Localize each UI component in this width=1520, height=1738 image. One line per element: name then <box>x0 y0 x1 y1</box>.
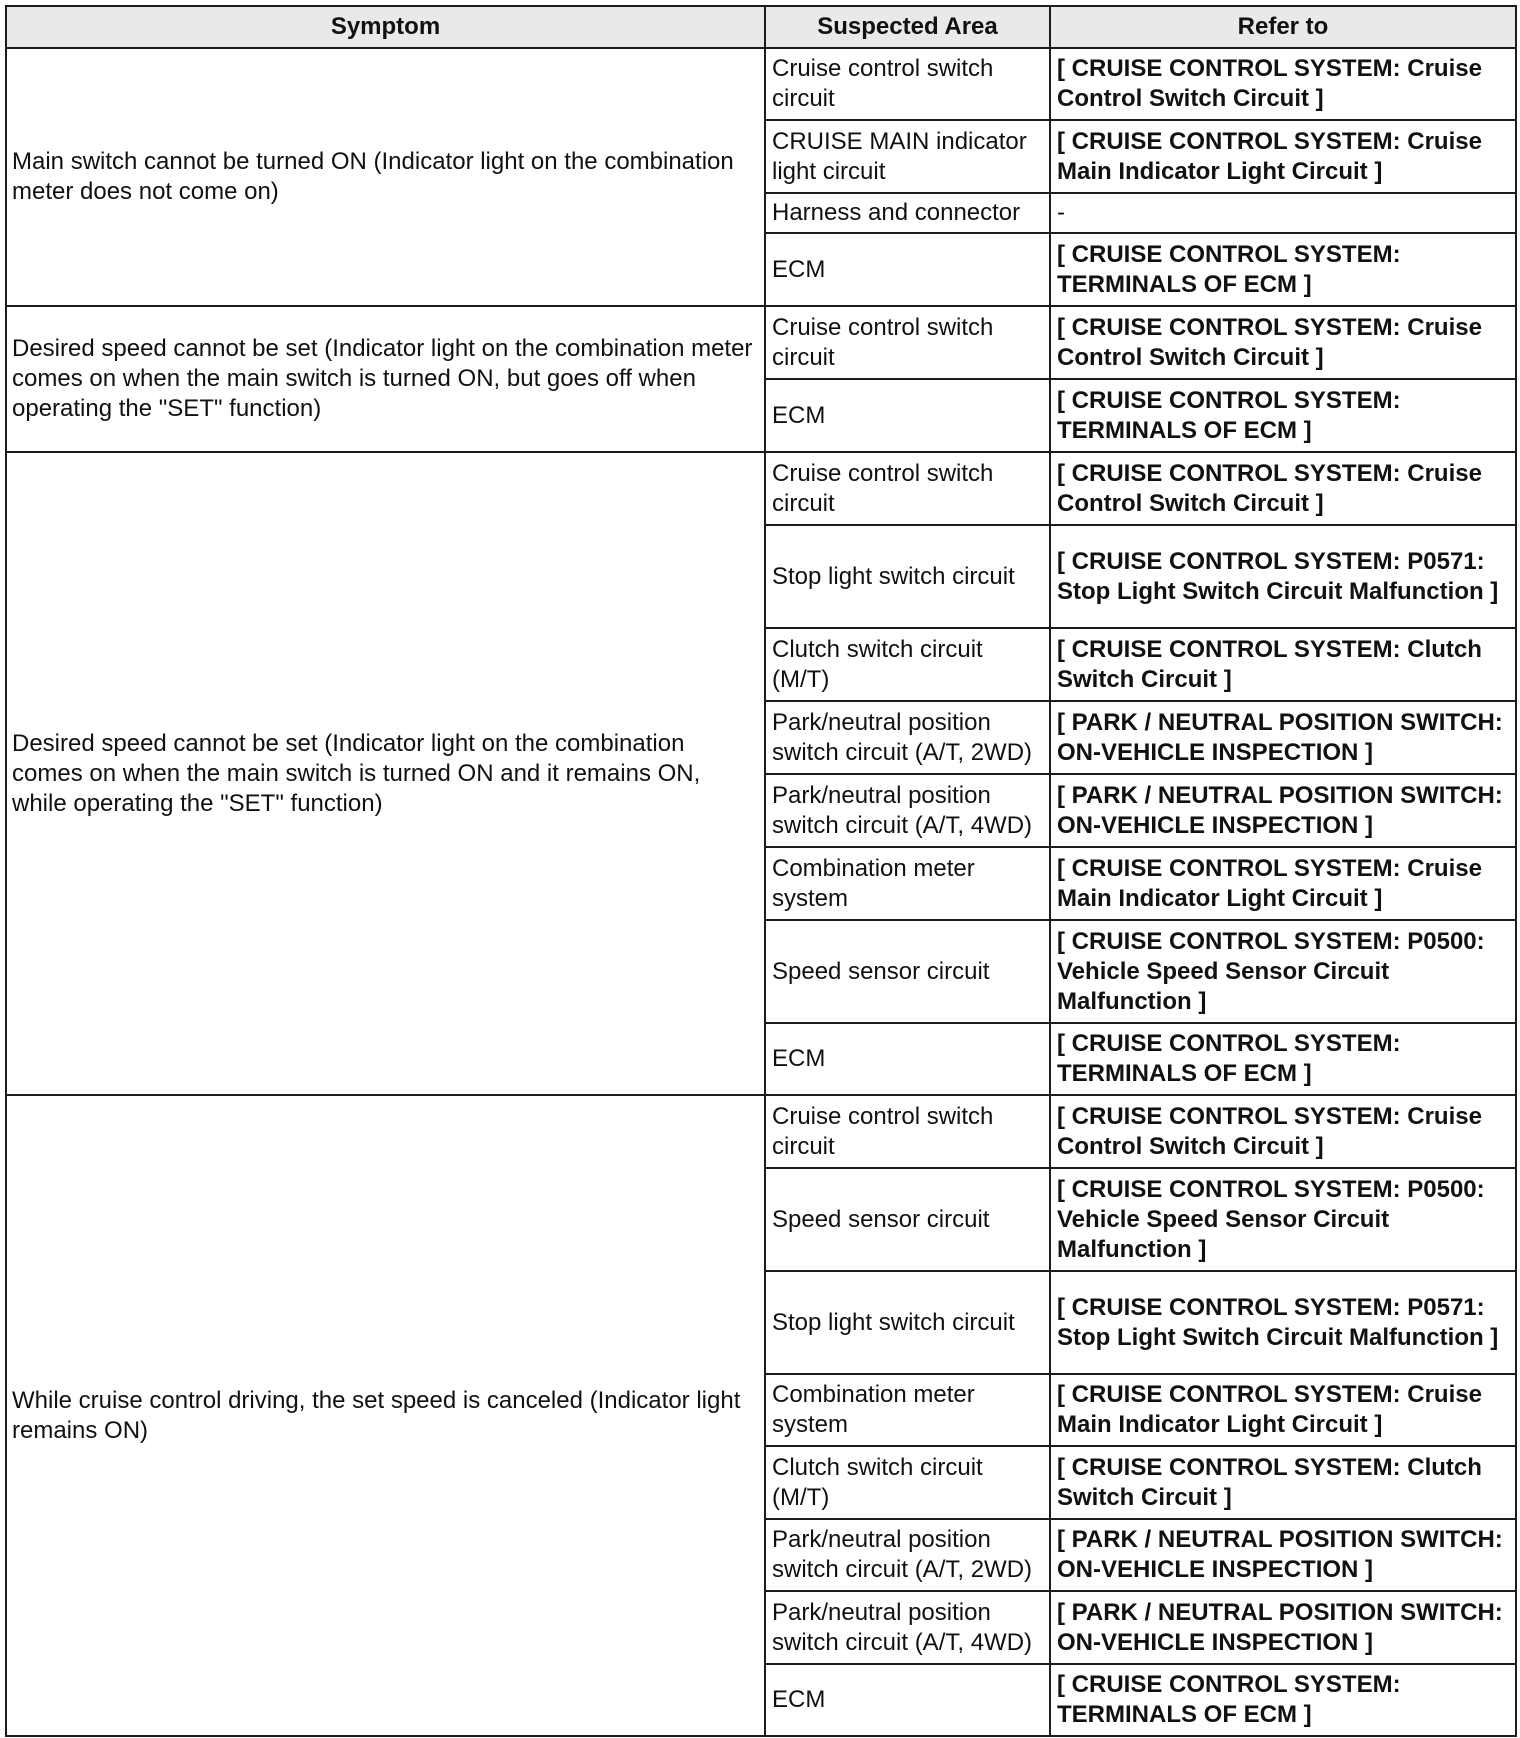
refer-to-link[interactable]: [ CRUISE CONTROL SYSTEM: Cruise Control Switch Circuit ] <box>1050 1095 1516 1168</box>
header-row <box>6 6 1516 48</box>
header-symptom: Symptom <box>6 6 765 48</box>
suspected-area-cell: Cruise control switch circuit <box>765 48 1050 120</box>
table-row <box>6 48 1516 120</box>
suspected-area-cell: Stop light switch circuit <box>765 525 1050 628</box>
refer-to-link[interactable]: [ CRUISE CONTROL SYSTEM: Clutch Switch Circuit ] <box>1050 628 1516 701</box>
suspected-area-cell: Combination meter system <box>765 1374 1050 1446</box>
header-refer-to: Refer to <box>1050 6 1516 48</box>
refer-to-link[interactable]: [ CRUISE CONTROL SYSTEM: P0571: Stop Light Switch Circuit Malfunction ] <box>1050 1271 1516 1374</box>
suspected-area-cell: ECM <box>765 379 1050 452</box>
table-body <box>6 48 1516 1736</box>
troubleshooting-table-container <box>5 5 1515 1732</box>
table-row <box>6 306 1516 379</box>
refer-to-link[interactable]: [ CRUISE CONTROL SYSTEM: P0500: Vehicle Speed Sensor Circuit Malfunction ] <box>1050 920 1516 1023</box>
refer-to-link[interactable]: [ CRUISE CONTROL SYSTEM: Cruise Main Indicator Light Circuit ] <box>1050 847 1516 920</box>
suspected-area-cell: Clutch switch circuit (M/T) <box>765 628 1050 701</box>
suspected-area-cell: Speed sensor circuit <box>765 920 1050 1023</box>
refer-to-link[interactable]: [ PARK / NEUTRAL POSITION SWITCH: ON-VEHICLE INSPECTION ] <box>1050 1591 1516 1664</box>
refer-to-link[interactable]: [ CRUISE CONTROL SYSTEM: Clutch Switch Circuit ] <box>1050 1446 1516 1519</box>
refer-to-link[interactable]: [ PARK / NEUTRAL POSITION SWITCH: ON-VEHICLE INSPECTION ] <box>1050 701 1516 774</box>
symptom-table <box>5 5 1517 1737</box>
refer-to-link[interactable]: [ CRUISE CONTROL SYSTEM: Cruise Main Indicator Light Circuit ] <box>1050 120 1516 193</box>
symptom-cell: Main switch cannot be turned ON (Indicator light on the combination meter does not come on) <box>6 48 765 306</box>
suspected-area-cell: Combination meter system <box>765 847 1050 920</box>
refer-to-link[interactable]: [ CRUISE CONTROL SYSTEM: P0500: Vehicle Speed Sensor Circuit Malfunction ] <box>1050 1168 1516 1271</box>
suspected-area-cell: Cruise control switch circuit <box>765 452 1050 525</box>
refer-to-link[interactable]: [ CRUISE CONTROL SYSTEM: Cruise Control Switch Circuit ] <box>1050 48 1516 120</box>
suspected-area-cell: Cruise control switch circuit <box>765 306 1050 379</box>
suspected-area-cell: CRUISE MAIN indicator light circuit <box>765 120 1050 193</box>
suspected-area-cell: Cruise control switch circuit <box>765 1095 1050 1168</box>
header-suspected-area: Suspected Area <box>765 6 1050 48</box>
suspected-area-cell: ECM <box>765 1023 1050 1095</box>
symptom-cell: Desired speed cannot be set (Indicator light on the combination meter comes on when the main switch is turned ON, but goes off when operating the "SET" function) <box>6 306 765 452</box>
table-row <box>6 452 1516 525</box>
refer-to-link[interactable]: [ CRUISE CONTROL SYSTEM: Cruise Control Switch Circuit ] <box>1050 306 1516 379</box>
refer-to-link[interactable]: [ PARK / NEUTRAL POSITION SWITCH: ON-VEHICLE INSPECTION ] <box>1050 1519 1516 1591</box>
symptom-cell: Desired speed cannot be set (Indicator light on the combination comes on when the main switch is turned ON and it remains ON, while operating the "SET" function) <box>6 452 765 1095</box>
refer-to-link[interactable]: [ CRUISE CONTROL SYSTEM: P0571: Stop Light Switch Circuit Malfunction ] <box>1050 525 1516 628</box>
suspected-area-cell: Park/neutral position switch circuit (A/T, 4WD) <box>765 1591 1050 1664</box>
suspected-area-cell: Clutch switch circuit (M/T) <box>765 1446 1050 1519</box>
refer-to-link[interactable]: [ CRUISE CONTROL SYSTEM: TERMINALS OF ECM ] <box>1050 1664 1516 1736</box>
table-row <box>6 1095 1516 1168</box>
refer-to-link[interactable]: [ PARK / NEUTRAL POSITION SWITCH: ON-VEHICLE INSPECTION ] <box>1050 774 1516 847</box>
suspected-area-cell: ECM <box>765 233 1050 306</box>
refer-to-link[interactable]: [ CRUISE CONTROL SYSTEM: Cruise Main Indicator Light Circuit ] <box>1050 1374 1516 1446</box>
symptom-cell: While cruise control driving, the set speed is canceled (Indicator light remains ON) <box>6 1095 765 1736</box>
suspected-area-cell: Park/neutral position switch circuit (A/T, 2WD) <box>765 1519 1050 1591</box>
suspected-area-cell: Park/neutral position switch circuit (A/T, 4WD) <box>765 774 1050 847</box>
refer-to-link[interactable]: [ CRUISE CONTROL SYSTEM: Cruise Control Switch Circuit ] <box>1050 452 1516 525</box>
suspected-area-cell: ECM <box>765 1664 1050 1736</box>
suspected-area-cell: Speed sensor circuit <box>765 1168 1050 1271</box>
suspected-area-cell: Stop light switch circuit <box>765 1271 1050 1374</box>
refer-to-link[interactable]: [ CRUISE CONTROL SYSTEM: TERMINALS OF ECM ] <box>1050 379 1516 452</box>
refer-to-link[interactable]: [ CRUISE CONTROL SYSTEM: TERMINALS OF ECM ] <box>1050 233 1516 306</box>
suspected-area-cell: Park/neutral position switch circuit (A/T, 2WD) <box>765 701 1050 774</box>
refer-to-link[interactable]: [ CRUISE CONTROL SYSTEM: TERMINALS OF ECM ] <box>1050 1023 1516 1095</box>
suspected-area-cell: Harness and connector <box>765 193 1050 233</box>
refer-to-cell: - <box>1050 193 1516 233</box>
